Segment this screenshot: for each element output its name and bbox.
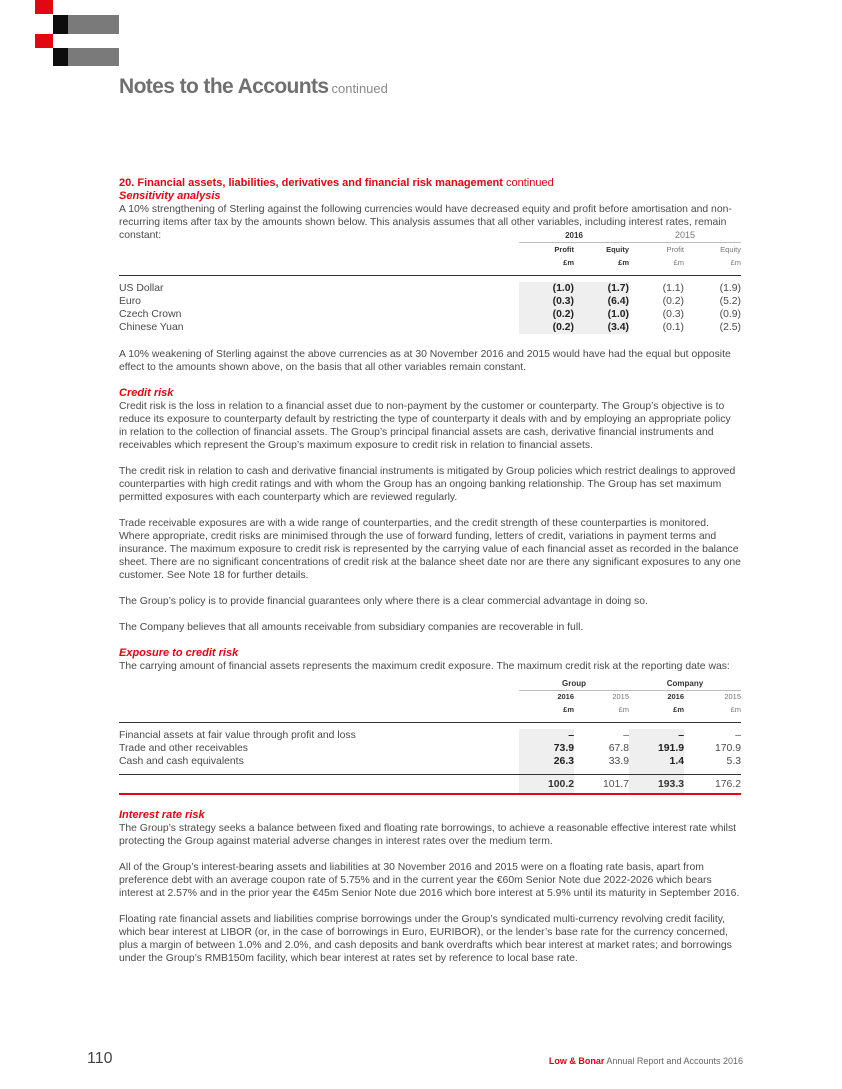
cell-value: (0.9) (719, 308, 741, 320)
unit-company-2016: £m (673, 705, 684, 714)
cell-value: (0.1) (662, 321, 684, 333)
credit-risk-paragraph: The Group’s policy is to provide financial guarantees only where there is a clear commercial advantage in doing so. (119, 595, 648, 607)
cell-value: (2.5) (719, 321, 741, 333)
footer-document-title (549, 1055, 743, 1068)
unit-profit-2015: £m (673, 257, 684, 267)
sensitivity-weakening: A 10% weakening of Sterling against the above currencies as at 30 November 2016 and 2015 would have had the equal but opposite effect to the amounts shown above, on the basis that all other variables remain constant. (119, 348, 731, 373)
sensitivity-table (119, 229, 741, 334)
page-number: 110 (87, 1050, 113, 1067)
col-profit-2015: Profit (666, 244, 684, 254)
interest-rate-paragraph: All of the Group’s interest-bearing assets and liabilities at 30 November 2016 and 2015 were on a floating rate basis, apart from preference debt with an average coupon rate of 5.75% and in the current year the €60m Senior Note due 2022-2026 which bears interest at 2.57% and in the prior year the €45m Senior Note due 2016 which bore interest at 5.9% until its maturity in September 2016. (119, 862, 740, 899)
note-content (119, 176, 741, 978)
row-label: Trade and other receivables (119, 743, 248, 754)
sensitivity-year-prior: 2015 (629, 229, 741, 243)
page-title-continued: continued (331, 81, 388, 96)
col-group-2015: 2015 (612, 692, 629, 702)
sensitivity-intro: A 10% strengthening of Sterling against the following currencies would have decreased equity and profit before amortisation and non-recurring items after tax by the amounts shown below. This analysis assumes that all other variables, including interest rates, remain constant: (119, 204, 732, 241)
cell-value: (1.1) (662, 282, 684, 294)
cell-value: 73.9 (519, 742, 574, 755)
cell-value: 67.8 (608, 743, 629, 754)
cell-value: 26.3 (519, 755, 574, 768)
cell-value: 5.3 (726, 756, 741, 767)
cell-value: 1.4 (629, 755, 684, 768)
row-label: Euro (119, 295, 141, 307)
row-label: US Dollar (119, 282, 164, 294)
total-group-2016: 100.2 (519, 775, 574, 795)
cell-value: – (735, 730, 741, 741)
cell-value: 33.9 (608, 756, 629, 767)
cell-value: (1.0) (574, 308, 629, 321)
total-company-2015: 176.2 (684, 775, 741, 795)
cell-value: (0.2) (519, 308, 574, 321)
col-company-2016: 2016 (667, 692, 684, 702)
credit-risk-paragraph: Credit risk is the loss in relation to a financial asset due to non-payment by the customer or counterparty. The Group’s objective is to reduce its exposure to counterparty default by restricting the type of counterparty it deals with and by employing an appropriate policy in relation to the collection of financial assets. The Group’s principal financial assets are cash, derivative financial instruments and receivables which represent the Group’s maximum exposure to credit risk in relation to financial assets. (119, 400, 731, 451)
table-row (119, 282, 741, 295)
unit-profit-2016: £m (563, 257, 574, 267)
sensitivity-year-current: 2016 (519, 229, 629, 243)
cell-value: – (519, 729, 574, 742)
cell-value: (5.2) (719, 295, 741, 307)
note-title (119, 176, 741, 190)
interest-rate-paragraph: The Group’s strategy seeks a balance between fixed and floating rate borrowings, to achieve a reasonable effective interest rate whilst protecting the Group against material adverse changes in interest rates over the medium term. (119, 823, 737, 847)
cell-value: (0.2) (662, 295, 684, 307)
table-row (119, 755, 741, 768)
footer-brand: Low & Bonar (548, 1056, 605, 1066)
table-row (119, 321, 741, 334)
cell-value: (0.2) (519, 321, 574, 334)
cell-value: 170.9 (714, 743, 741, 754)
exposure-group-header: Group (519, 677, 629, 691)
row-label: Financial assets at fair value through profit and loss (119, 730, 356, 741)
interest-rate-paragraph: Floating rate financial assets and liabilities comprise borrowings under the Group’s syndicated multi-currency revolving credit facility, which bear interest at LIBOR (or, in the case of borrowings in Euro, EURIBOR), or the lender’s base rate for the currency concerned, plus a margin of between 1.0% and 2.0%, and cash deposits and bank overdrafts which bear interest at market rates; and borrowings under the Group’s RMB150m facility, which bear interest at rates set by reference to local base rate. (119, 914, 732, 964)
cell-value: (3.4) (574, 321, 629, 334)
unit-equity-2016: £m (618, 257, 629, 267)
exposure-heading: Exposure to credit risk (119, 646, 239, 659)
note-title-continued: continued (506, 177, 554, 189)
col-group-2016: 2016 (557, 692, 574, 702)
total-group-2015: 101.7 (574, 775, 629, 795)
cell-value: – (623, 730, 629, 741)
page-title (119, 75, 388, 98)
credit-risk-paragraph: The Company believes that all amounts receivable from subsidiary companies are recoverable in full. (119, 621, 584, 633)
cell-value: (1.9) (719, 282, 741, 294)
total-company-2016: 193.3 (629, 775, 684, 795)
footer-doc: Annual Report and Accounts 2016 (606, 1056, 743, 1066)
cell-value: 191.9 (629, 742, 684, 755)
credit-risk-paragraph: The credit risk in relation to cash and derivative financial instruments is mitigated by Group policies which restrict dealings to approved counterparties with high credit ratings and with whom the Group has an ongoing banking relationship. The Group has set maximum permitted exposures with each counterparty which are reviewed regularly. (119, 465, 736, 503)
table-row (119, 742, 741, 755)
row-label: Chinese Yuan (119, 321, 184, 333)
credit-risk-paragraph: Trade receivable exposures are with a wide range of counterparties, and the credit strength of these counterparties is monitored. Where appropriate, credit risks are minimised through the use of forward funding, letters of credit, variations in payment terms and insurance. The maximum exposure to credit risk is represented by the carrying value of each financial asset as recorded in the balance sheet. There are no significant concentrations of credit risk at the balance sheet date nor are there any significant exposures to any one customer. See Note 18 for further details. (119, 517, 741, 581)
cell-value: – (629, 729, 684, 742)
unit-company-2015: £m (730, 705, 741, 714)
row-label: Cash and cash equivalents (119, 756, 244, 767)
cell-value: (1.7) (574, 282, 629, 295)
exposure-intro: The carrying amount of financial assets represents the maximum credit exposure. The maximum credit risk at the reporting date was: (119, 660, 730, 672)
unit-group-2016: £m (563, 705, 574, 714)
note-title-text: 20. Financial assets, liabilities, derivatives and financial risk management (119, 177, 503, 189)
cell-value: (0.3) (662, 308, 684, 320)
table-total-row (119, 775, 741, 795)
cell-value: (1.0) (519, 282, 574, 295)
sensitivity-heading: Sensitivity analysis (119, 190, 221, 202)
col-equity-2015: Equity (720, 244, 741, 254)
table-row (119, 308, 741, 321)
unit-equity-2015: £m (730, 257, 741, 267)
exposure-company-header: Company (629, 677, 741, 691)
page-title-main: Notes to the Accounts (119, 75, 329, 98)
col-company-2015: 2015 (724, 692, 741, 702)
row-label: Czech Crown (119, 308, 182, 320)
cell-value: (0.3) (519, 295, 574, 308)
unit-group-2015: £m (618, 705, 629, 714)
credit-risk-heading: Credit risk (119, 386, 174, 399)
col-equity-2016: Equity (606, 244, 629, 254)
cell-value: (6.4) (574, 295, 629, 308)
table-row (119, 729, 741, 742)
table-row (119, 295, 741, 308)
exposure-table (119, 677, 741, 796)
interest-rate-heading: Interest rate risk (119, 809, 205, 821)
col-profit-2016: Profit (554, 244, 574, 254)
